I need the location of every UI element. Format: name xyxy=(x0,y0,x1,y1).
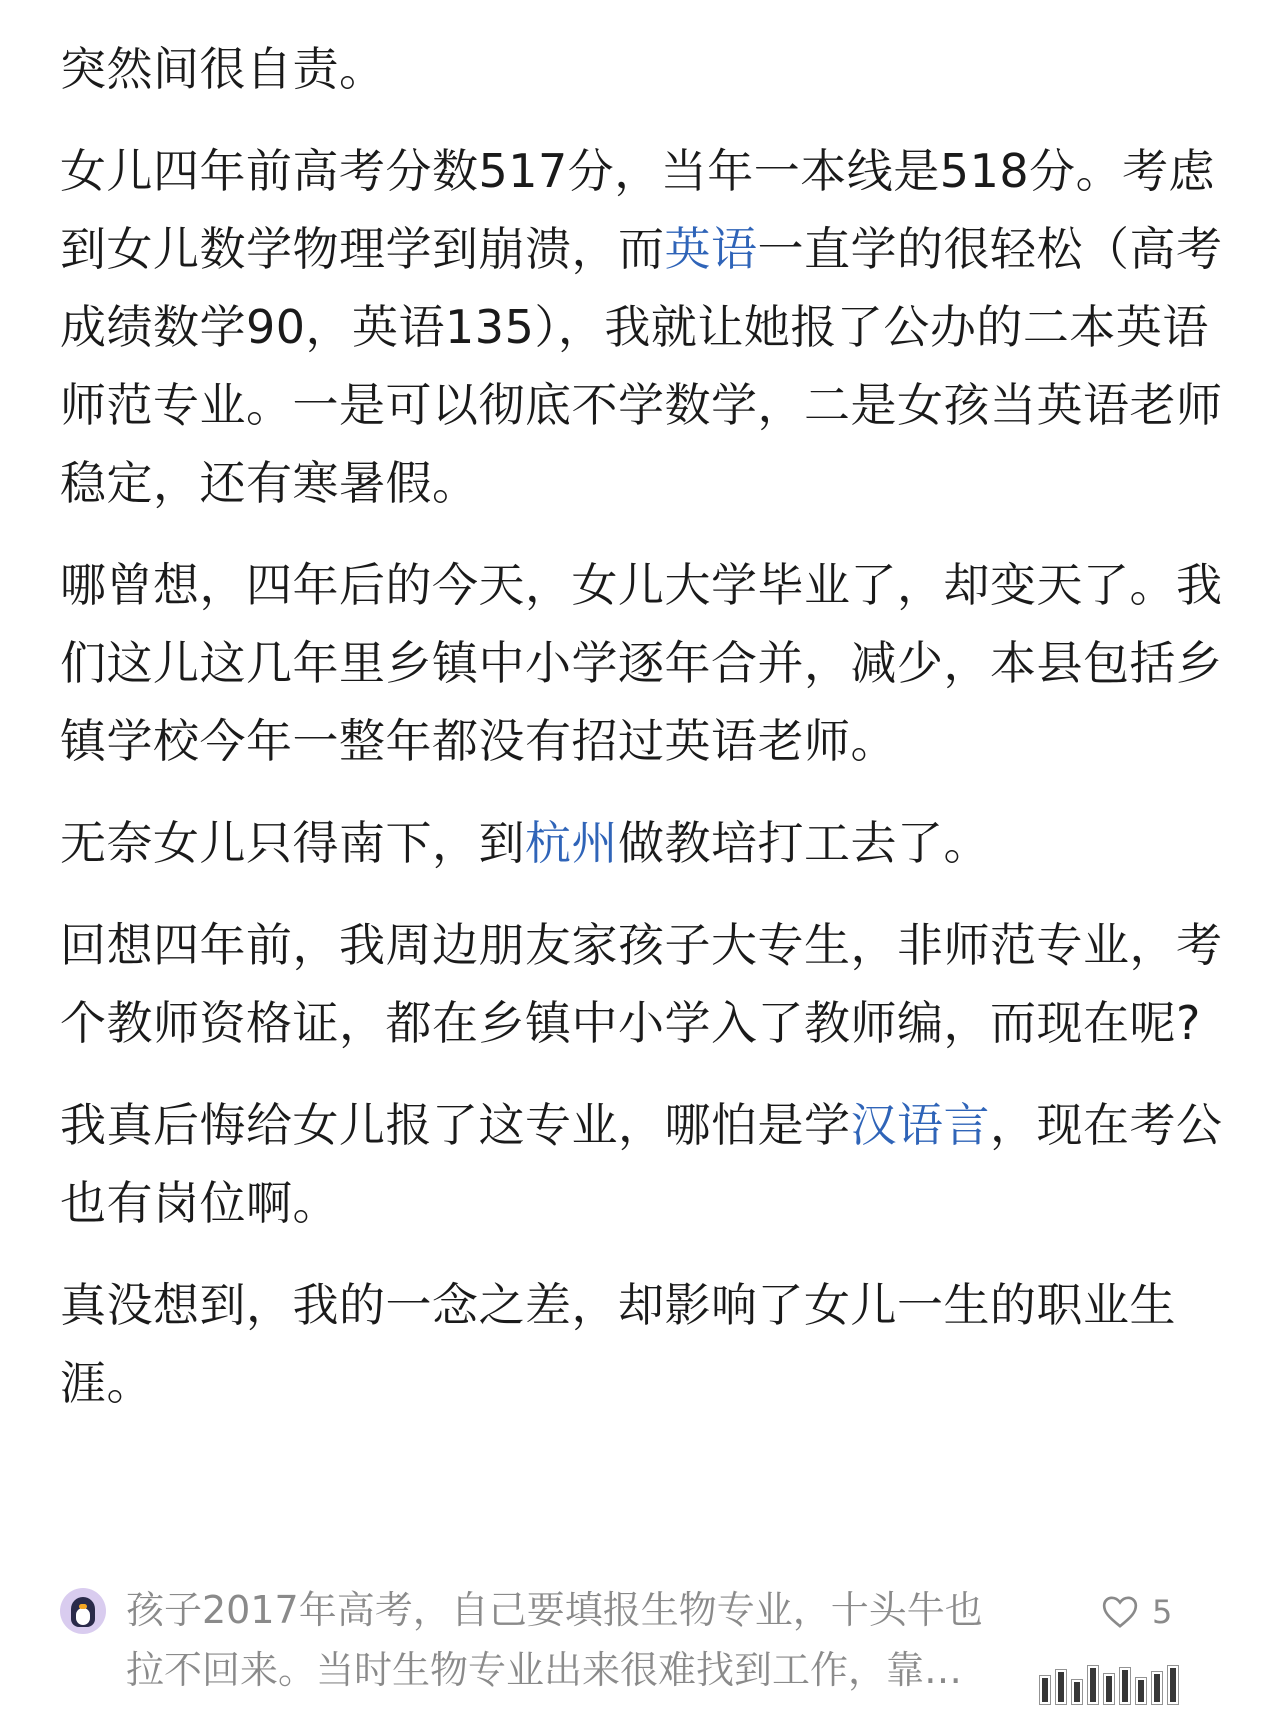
article-body xyxy=(60,30,1230,1446)
paragraph-text: 哪曾想，四年后的今天，女儿大学毕业了，却变天了。我们这儿这几年里乡镇中小学逐年合并，减少，本县包括乡镇学校今年一整年都没有招过英语老师。 xyxy=(60,558,1223,768)
paragraph-text: 女儿四年前高考分数517分，当年一本线是518分。考虑到女儿数学物理学到崩溃，而 xyxy=(60,144,1216,276)
article-paragraph xyxy=(60,546,1230,780)
paragraph-text: 回想四年前，我周边朋友家孩子大专生，非师范专业，考个教师资格证，都在乡镇中小学入了教师编，而现在呢? xyxy=(60,918,1223,1050)
paragraph-text: 我真后悔给女儿报了这专业，哪怕是学 xyxy=(60,1098,851,1152)
keyword-link[interactable]: 英语 xyxy=(664,222,758,276)
heart-outline-icon xyxy=(1100,1592,1140,1632)
like-count: 5 xyxy=(1152,1593,1173,1631)
paragraph-text: 无奈女儿只得南下，到 xyxy=(60,816,525,870)
article-paragraph xyxy=(60,906,1230,1062)
keyword-link[interactable]: 杭州 xyxy=(525,816,618,870)
like-button[interactable] xyxy=(1100,1590,1172,1634)
article-paragraph xyxy=(60,132,1230,522)
article-paragraph xyxy=(60,1266,1230,1422)
paragraph-text: ，现在考公也有岗位啊。 xyxy=(60,1098,1223,1230)
article-paragraph xyxy=(60,30,1230,108)
paragraph-text: 做教培打工去了。 xyxy=(618,816,990,870)
paragraph-text: 真没想到，我的一念之差，却影响了女儿一生的职业生涯。 xyxy=(60,1278,1176,1410)
watermark-logo xyxy=(1040,1668,1178,1704)
article-paragraph xyxy=(60,804,1230,882)
paragraph-text: 突然间很自责。 xyxy=(60,42,386,96)
article-paragraph xyxy=(60,1086,1230,1242)
penguin-avatar-icon[interactable] xyxy=(60,1588,106,1634)
keyword-link[interactable]: 汉语言 xyxy=(850,1098,990,1152)
comment-text[interactable]: 孩子2017年高考，自己要填报生物专业，十头牛也拉不回来。当时生物专业出来很难找到工作，靠… xyxy=(126,1588,983,1692)
paragraph-text: 一直学的很轻松（高考成绩数学90，英语135），我就让她报了公办的二本英语师范专业。一是可以彻底不学数学，二是女孩当英语老师稳定，还有寒暑假。 xyxy=(60,222,1223,510)
